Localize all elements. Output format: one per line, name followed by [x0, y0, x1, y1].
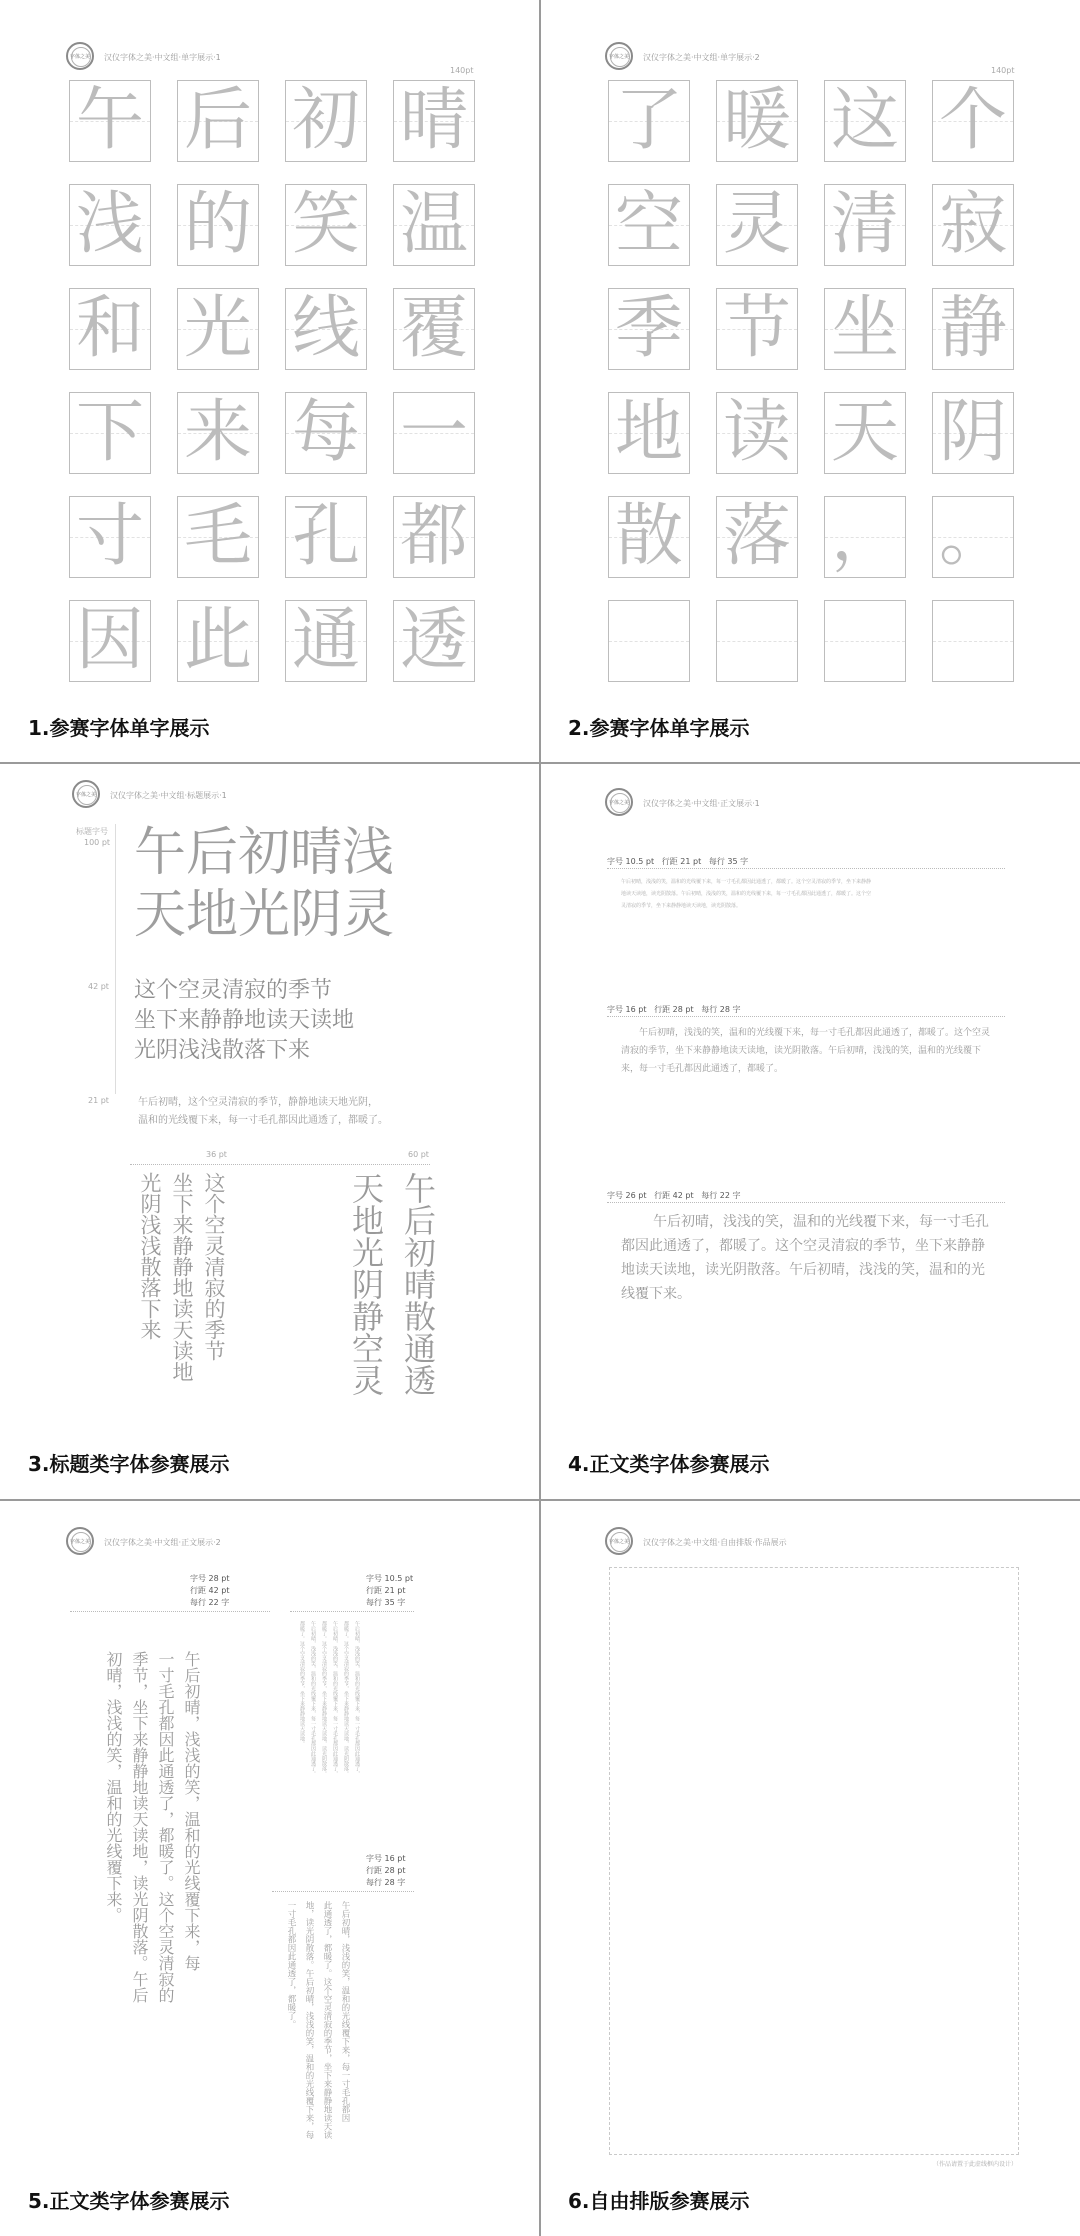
char-glyph: 清 — [830, 185, 899, 264]
char-glyph: 这 — [830, 81, 899, 160]
vertical-line: 天地光阴静空灵 — [347, 1172, 385, 1396]
body-text-medium: 午后初晴，浅浅的笑，温和的光线覆下来，每一寸毛孔都因此通透了，都暖了。这个空灵清寂的季节，坐下来静静地读天读地，读光阴散落。午后初晴，浅浅的笑，温和的光线覆下来，每一寸毛孔都因此通透了，都暖了。 — [621, 1028, 991, 1074]
logo-seal: 字体之美 — [72, 780, 100, 808]
spec-block: 字号 16 pt 行距 28 pt 每行 28 字 — [366, 1854, 406, 1887]
panel-header: 汉仪字体之美·中文组·标题展示·1 — [110, 791, 227, 800]
frame-note: （作品请置于此虚线框内设计） — [933, 2161, 1018, 2168]
char-glyph: 光 — [183, 289, 252, 368]
spec-block: 字号 28 pt 行距 42 pt 每行 22 字 — [190, 1574, 230, 1607]
char-glyph: 浅 — [75, 185, 144, 264]
logo-seal: 字体之美 — [66, 42, 94, 70]
char-glyph: 笑 — [291, 185, 360, 264]
char-glyph: 空 — [614, 185, 683, 264]
char-glyph: 寸 — [75, 497, 144, 576]
char-cell — [393, 496, 475, 578]
char-cell — [177, 600, 259, 682]
caption: 3.标题类字体参赛展示 — [28, 1452, 230, 1476]
char-cell — [285, 288, 367, 370]
panel-4 — [541, 764, 1080, 1526]
subtitle-line: 坐下来静静地读天读地 — [134, 1008, 355, 1033]
char-cell — [177, 496, 259, 578]
char-glyph: 寂 — [938, 185, 1007, 264]
spec-line: 字号 10.5 pt 行距 21 pt 每行 35 字 — [607, 857, 749, 866]
small-text — [138, 1094, 388, 1130]
char-glyph: 落 — [722, 497, 791, 576]
dotted-rule — [130, 1164, 430, 1165]
panel-header: 汉仪字体之美·中文组·正文展示·1 — [643, 799, 760, 808]
size-label: 60 pt — [408, 1150, 429, 1159]
char-glyph: 读 — [722, 393, 791, 472]
char-cell — [69, 184, 151, 266]
logo-seal: 字体之美 — [605, 42, 633, 70]
vertical-line: 光阴浅浅散落下来 — [138, 1172, 162, 1340]
size-label: 标题字号 — [76, 827, 108, 836]
char-glyph: 地 — [614, 393, 683, 472]
char-cell — [824, 496, 906, 578]
panel-6 — [541, 1501, 1080, 2236]
size-label: 36 pt — [206, 1150, 227, 1159]
char-cell — [716, 600, 798, 682]
char-cell — [932, 184, 1014, 266]
char-glyph: 此 — [183, 601, 252, 680]
char-cell — [716, 80, 798, 162]
dotted-rule — [607, 1202, 1005, 1203]
title-line: 天地光阴灵 — [134, 885, 395, 945]
subtitle-line: 这个空灵清寂的季节 — [134, 978, 333, 1003]
panel-header: 汉仪字体之美·中文组·正文展示·2 — [104, 1538, 221, 1547]
vertical-body-medium — [282, 1901, 354, 2139]
vertical-line: 午后初晴，浅浅的笑，温和的光线覆下来，每一寸毛孔都因此通透了， — [354, 1621, 360, 1776]
char-grid — [69, 80, 475, 682]
spec-line: 字号 16 pt 行距 28 pt 每行 28 字 — [607, 1005, 741, 1014]
char-cell — [716, 392, 798, 474]
char-cell — [608, 600, 690, 682]
panel-header: 汉仪字体之美·中文组·自由排版·作品展示 — [643, 1538, 787, 1547]
char-glyph: 的 — [183, 185, 252, 264]
char-glyph: 温 — [399, 185, 468, 264]
char-glyph: 每 — [291, 393, 360, 472]
panel-header: 汉仪字体之美·中文组·单字展示·1 — [104, 53, 221, 62]
dotted-rule — [607, 868, 1005, 869]
char-cell — [608, 184, 690, 266]
char-glyph: 暖 — [722, 81, 791, 160]
vertical-text-right — [340, 1172, 444, 1396]
char-cell — [716, 184, 798, 266]
title-text — [134, 822, 394, 946]
char-glyph: ， — [830, 497, 899, 576]
vertical-line: 都暖了。这个空灵清寂的季节，坐下来静静地读天读地，读光阴散落。 — [343, 1621, 349, 1776]
vertical-text-left — [134, 1172, 230, 1382]
caption: 5.正文类字体参赛展示 — [28, 2189, 230, 2213]
char-glyph: 覆 — [399, 289, 468, 368]
char-glyph: 和 — [75, 289, 144, 368]
small-line: 温和的光线覆下来，每一寸毛孔都因此通透了，都暖了。 — [138, 1115, 388, 1126]
char-glyph: 来 — [183, 393, 252, 472]
vertical-line: 午后初晴，浅浅的笑，温和的光线覆下来，每一寸毛孔都因此通透了， — [332, 1621, 338, 1776]
caption: 6.自由排版参赛展示 — [568, 2189, 750, 2213]
vertical-line: 这个空灵清寂的季节 — [202, 1172, 226, 1361]
char-cell — [69, 288, 151, 370]
size-label: 100 pt — [84, 838, 111, 847]
char-cell — [608, 80, 690, 162]
vertical-body-large: 午后初晴，浅浅的笑，温和的光线覆下来，每 一寸毛孔都因此通透了，都暖了。这个空灵清寂的 季节，坐下来静静地读天读地，读光阴散落。午后 初晴，浅浅的笑，温和的光线覆下来。 — [104, 1651, 201, 2003]
char-glyph: 后 — [183, 81, 252, 160]
char-cell — [824, 184, 906, 266]
char-cell — [824, 392, 906, 474]
char-cell — [608, 392, 690, 474]
char-cell — [824, 80, 906, 162]
char-glyph: 都 — [399, 497, 468, 576]
char-cell — [285, 184, 367, 266]
char-glyph: 静 — [938, 289, 1007, 368]
size-label: 42 pt — [88, 982, 109, 991]
char-cell — [69, 496, 151, 578]
body-text-large: 午后初晴，浅浅的笑，温和的光线覆下来，每一寸毛孔都因此通透了，都暖了。这个空灵清寂的季节，坐下来静静地读天读地，读光阴散落。午后初晴，浅浅的笑，温和的光线覆下来。 — [621, 1214, 989, 1302]
panel-1 — [0, 0, 539, 762]
char-cell — [824, 600, 906, 682]
char-glyph: 了 — [614, 81, 683, 160]
char-cell — [824, 288, 906, 370]
title-line: 午后初晴浅 — [134, 823, 395, 883]
char-glyph: 季 — [614, 289, 683, 368]
guide-line — [115, 824, 116, 1094]
char-glyph: 通 — [291, 601, 360, 680]
char-cell — [608, 288, 690, 370]
dotted-rule — [607, 1016, 1005, 1017]
char-glyph: 坐 — [830, 289, 899, 368]
vertical-line: 午后初晴散通透 — [399, 1172, 437, 1396]
char-cell — [393, 80, 475, 162]
char-glyph: 孔 — [291, 497, 360, 576]
vertical-body-small — [296, 1621, 362, 1776]
subtitle-text — [134, 976, 354, 1066]
char-cell — [177, 80, 259, 162]
char-cell — [285, 600, 367, 682]
char-glyph: 散 — [614, 497, 683, 576]
char-cell — [285, 80, 367, 162]
char-glyph: 。 — [938, 497, 1007, 576]
vertical-line: 午后初晴，浅浅的笑，温和的光线覆下来，每一寸毛孔都因 — [340, 1901, 350, 2122]
char-cell — [716, 288, 798, 370]
caption: 2.参赛字体单字展示 — [568, 716, 750, 740]
char-glyph: 线 — [291, 289, 360, 368]
char-grid — [608, 80, 1014, 682]
spec-line: 字号 26 pt 行距 42 pt 每行 22 字 — [607, 1191, 741, 1200]
dotted-rule — [70, 1611, 270, 1612]
char-glyph: 个 — [938, 81, 1007, 160]
char-glyph: 因 — [75, 601, 144, 680]
char-glyph: 毛 — [183, 497, 252, 576]
logo-seal: 字体之美 — [605, 788, 633, 816]
panel-2 — [541, 0, 1080, 762]
char-glyph: 初 — [291, 81, 360, 160]
vertical-line: 此通透了，都暖了。这个空灵清寂的季节，坐下来静静地读天读 — [322, 1901, 332, 2139]
char-cell — [716, 496, 798, 578]
panel-header: 汉仪字体之美·中文组·单字展示·2 — [643, 53, 760, 62]
dotted-rule — [272, 1891, 414, 1892]
spec-block: 字号 10.5 pt 行距 21 pt 每行 35 字 — [366, 1574, 414, 1607]
char-glyph: 午 — [75, 81, 144, 160]
char-cell — [393, 184, 475, 266]
size-tag: 140pt — [450, 66, 474, 75]
char-cell — [177, 288, 259, 370]
vertical-line: 一寸毛孔都因此通透了，都暖了。 — [286, 1901, 296, 2029]
char-glyph: 一 — [399, 393, 468, 472]
vertical-line: 午后初晴，浅浅的笑，温和的光线覆下来，每一寸毛孔都因此通透了。 — [310, 1621, 316, 1776]
size-label: 21 pt — [88, 1096, 109, 1105]
char-cell — [69, 80, 151, 162]
logo-seal: 字体之美 — [605, 1527, 633, 1555]
size-tag: 140pt — [991, 66, 1015, 75]
char-cell — [69, 600, 151, 682]
vertical-line: 坐下来静静地读天读地 — [170, 1172, 194, 1382]
design-area-frame — [609, 1567, 1019, 2155]
char-cell — [285, 496, 367, 578]
char-glyph: 阴 — [938, 393, 1007, 472]
char-cell — [69, 392, 151, 474]
char-cell — [932, 80, 1014, 162]
vertical-line: 都暖了。这个空灵清寂的季节，坐下来静静地读天读地。 — [299, 1621, 305, 1746]
caption: 1.参赛字体单字展示 — [28, 716, 210, 740]
dotted-rule — [290, 1611, 414, 1612]
body-text-small: 午后初晴，浅浅的笑，温和的光线覆下来，每一寸毛孔都因此通透了，都暖了。这个空灵清寂的季节，坐下来静静地读天读地，读光阴散落。午后初晴，浅浅的笑，温和的光线覆下来，每一寸毛孔都因此通透了，都暖了。这个空灵清寂的季节，坐下来静静地读天读地，读光阴散落。 — [621, 879, 872, 909]
char-cell — [393, 392, 475, 474]
subtitle-line: 光阴浅浅散落下来 — [134, 1038, 311, 1063]
char-cell — [285, 392, 367, 474]
char-cell — [608, 496, 690, 578]
char-cell — [177, 392, 259, 474]
char-cell — [177, 184, 259, 266]
char-cell — [932, 288, 1014, 370]
char-glyph: 晴 — [399, 81, 468, 160]
char-glyph: 灵 — [722, 185, 791, 264]
vertical-line: 都暖了。这个空灵清寂的季节，坐下来静静地读天读地，读光阴散落。 — [321, 1621, 327, 1776]
char-cell — [932, 392, 1014, 474]
char-glyph: 天 — [830, 393, 899, 472]
char-glyph: 下 — [75, 393, 144, 472]
char-cell — [932, 600, 1014, 682]
panel-3 — [0, 764, 539, 1526]
caption: 4.正文类字体参赛展示 — [568, 1452, 770, 1476]
char-cell — [932, 496, 1014, 578]
char-cell — [393, 600, 475, 682]
char-glyph: 节 — [722, 289, 791, 368]
char-cell — [393, 288, 475, 370]
vertical-line: 地，读光阴散落。午后初晴，浅浅的笑，温和的光线覆下来，每 — [304, 1901, 314, 2139]
small-line: 午后初晴，这个空灵清寂的季节，静静地读天地光阴， — [138, 1097, 378, 1108]
char-glyph: 透 — [399, 601, 468, 680]
panel-5 — [0, 1501, 539, 2236]
logo-seal: 字体之美 — [66, 1527, 94, 1555]
